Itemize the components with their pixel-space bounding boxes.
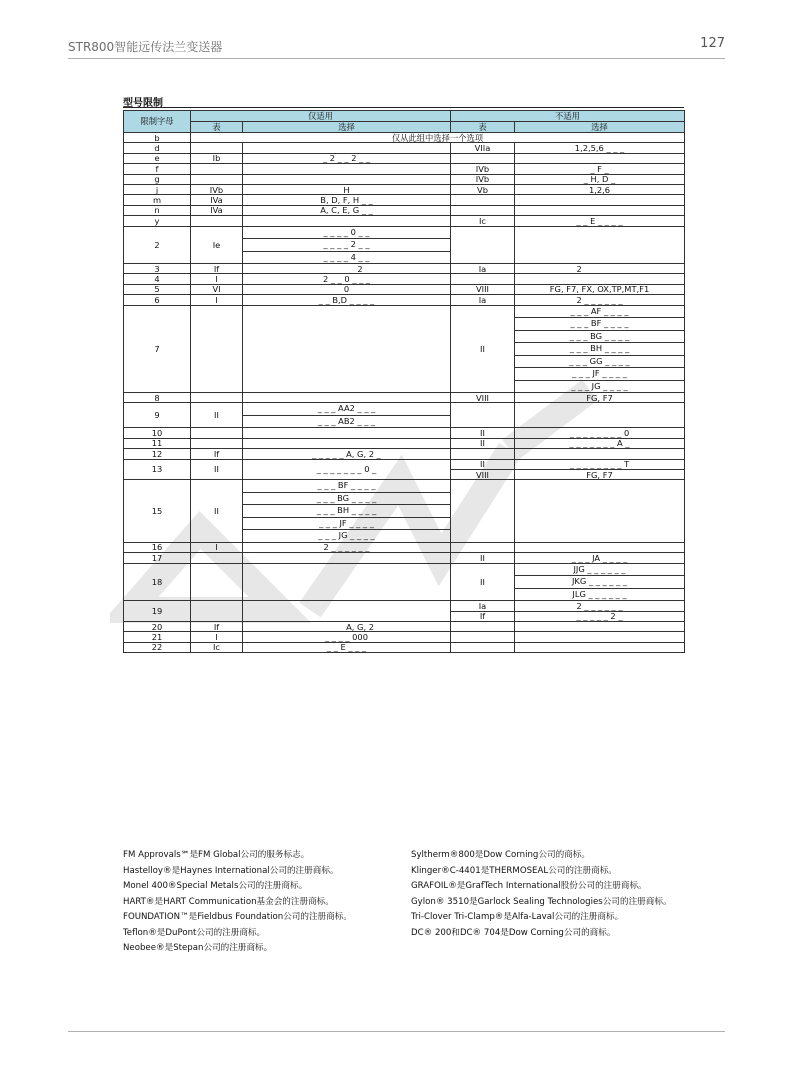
not-table [451,274,515,284]
only-select [243,216,451,226]
table-row [124,216,685,226]
only-select: _ _ _ _ _ 2 _ [243,264,451,274]
not-table: Ia [451,601,515,611]
only-select: _ _ _ _ _ A, G, 2 _ [243,621,451,631]
table-row [124,563,685,601]
not-select [515,642,685,652]
not-select: _ 1,2,6 _ [515,184,685,194]
only-select: _ _ _ _ _ _ _ 0 _ [243,459,451,480]
not-table: II [451,459,515,469]
only-table [191,428,243,438]
table-row [124,284,685,294]
only-select: _ _ B,D _ _ _ _ [243,295,451,305]
header-divider [68,58,725,59]
not-select: 2 _ _ _ _ _ _ [515,295,685,305]
table-row [124,305,685,393]
not-table [451,449,515,459]
only-select [243,563,451,601]
only-select: _ _ _ _ _ A, G, 2 _ [243,449,451,459]
only-select: 0 [243,284,451,294]
footnote-line: Teflon®是DuPont公司的注册商标。 [123,927,266,938]
restriction-letter: 20 [124,621,191,631]
restriction-letter: d [124,143,191,153]
only-table [191,393,243,403]
only-table [191,164,243,174]
table-row [124,205,685,215]
not-select [515,480,685,543]
only-table [191,216,243,226]
not-table: VIII [451,470,515,480]
table-row [124,459,685,469]
page-header [68,36,725,56]
only-table: If [191,621,243,631]
not-select: _ _ _ _ _ _ _ _ 0 [515,428,685,438]
not-table: Vb [451,184,515,194]
only-table [191,553,243,563]
not-table [451,195,515,205]
restriction-letter: m [124,195,191,205]
restriction-letter: 3 [124,264,191,274]
only-select [243,174,451,184]
footnote-line: Tri-Clover Tri-Clamp®是Alfa-Laval公司的注册商标。 [411,912,624,922]
table-row [124,226,685,264]
only-select: _ _ E _ _ _ [243,642,451,652]
not-table: VIIa [451,143,515,153]
not-select-line: JLG _ _ _ _ _ _ [515,588,684,601]
only-table [191,174,243,184]
table-row [124,195,685,205]
restriction-letter: j [124,184,191,194]
not-select-line: _ _ _ AF _ _ _ _ [570,305,629,316]
only-select: B, D, F, H _ _ [243,195,451,205]
restriction-letter: 12 [124,449,191,459]
not-table: IVb [451,164,515,174]
header-not-table: 表 [451,122,515,133]
only-select-line: _ _ _ _ 2 _ _ [243,238,450,251]
not-select [515,153,685,163]
not-select: 2 _ _ _ _ _ _ [515,601,685,611]
not-table: II [451,428,515,438]
only-select [243,428,451,438]
not-table: II [451,553,515,563]
not-table: If [451,611,515,621]
table-row [124,403,685,428]
footnotes-right [411,848,672,941]
not-select-line: _ _ _ BF _ _ _ _ [515,317,684,330]
only-select: 2 _ _ _ _ _ _ [243,542,451,552]
header-only-table: 表 [191,122,243,133]
restriction-letter: e [124,153,191,163]
not-table: Ic [451,216,515,226]
only-table: IVa [191,205,243,215]
footer-divider [68,1031,725,1032]
not-select [515,226,685,264]
only-table: II [191,459,243,480]
restriction-letter: 4 [124,274,191,284]
not-table [451,153,515,163]
restriction-letter: 8 [124,393,191,403]
footnote-line: Syltherm®800是Dow Corning公司的商标。 [411,850,590,860]
not-select: 2 _ _ _ _ _ _ [515,264,685,274]
section-rule [123,107,684,108]
only-select: 2 _ _ 0 _ _ _ [243,274,451,284]
not-select [515,403,685,428]
only-table: I [191,274,243,284]
not-select [515,621,685,631]
not-table: VIII [451,393,515,403]
footnote-line: Klinger®C-4401是THERMOSEAL公司的注册商标。 [411,865,617,876]
only-table [191,438,243,448]
table-row [124,632,685,642]
only-select [243,438,451,448]
only-select [243,143,451,153]
only-select-line: _ _ _ BH _ _ _ _ [243,504,450,517]
table-row [124,642,685,652]
not-table [451,480,515,543]
not-select: _ F _ [515,164,685,174]
restriction-letter: 22 [124,642,191,652]
not-table [451,621,515,631]
restriction-letter: 5 [124,284,191,294]
header-applies-only: 仅适用 [191,111,451,122]
not-select [515,274,685,284]
footnote-line: Monel 400®Special Metals公司的注册商标。 [123,881,308,891]
only-table [191,143,243,153]
only-table: IVb [191,184,243,194]
header-only-select: 选择 [243,122,451,133]
footnote-line: Gylon® 3510是Garlock Sealing Technologies公司的注册商标。 [411,896,672,907]
not-select: _ _ E _ _ _ _ [515,216,685,226]
not-table [451,205,515,215]
not-table: II [451,305,515,393]
restriction-letter: 2 [124,226,191,264]
footnote-line: FM Approvals℠是FM Global公司的服务标志。 [123,850,310,860]
restriction-letter: 6 [124,295,191,305]
only-select-line: _ _ _ BF _ _ _ _ [317,480,376,491]
only-table: Ib [191,153,243,163]
footnote-line: GRAFOIL®是GrafTech International股份公司的注册商标。 [411,881,647,891]
table-row [124,601,685,611]
only-table: I [191,295,243,305]
table-row [124,449,685,459]
not-select: _ _ _ _ _ _ _ A _ [515,438,685,448]
not-select: FG, F7 [515,470,685,480]
restriction-letter: 9 [124,403,191,428]
document-title: STR800智能远传法兰变送器 [68,40,223,54]
only-select [243,480,451,543]
not-select: _ _ _ JA _ _ _ _ [515,553,685,563]
table-row [124,174,685,184]
not-table: II [451,438,515,448]
not-select [515,205,685,215]
not-select-line: _ _ _ BG _ _ _ _ [515,330,684,343]
table-row [124,428,685,438]
only-table: I [191,632,243,642]
not-select: FG, F7 [515,393,685,403]
not-select-line: JKG _ _ _ _ _ _ [515,575,684,588]
restriction-letter: 21 [124,632,191,642]
not-table: IVb [451,174,515,184]
only-table: If [191,449,243,459]
only-table [191,563,243,601]
restriction-letter: g [124,174,191,184]
page-number: 127 [700,36,725,51]
only-table [191,305,243,393]
footnote-line: DC® 200和DC® 704是Dow Corning公司的商标。 [411,927,616,938]
restriction-letter: b [124,133,191,143]
only-table: Ie [191,226,243,264]
header-restriction-letter: 限制字母 [124,111,191,133]
only-select: _ 2 _ _ 2 _ _ [243,153,451,163]
only-select [243,226,451,264]
not-select: 1,2,5,6 _ _ _ [515,143,685,153]
table-row [124,274,685,284]
restriction-letter: 17 [124,553,191,563]
not-table [451,403,515,428]
only-table: IVa [191,195,243,205]
table-row [124,143,685,153]
only-select-line: _ _ _ AA2 _ _ _ [317,403,376,414]
not-table [451,226,515,264]
not-select [515,449,685,459]
table-row [124,184,685,194]
table-row [124,164,685,174]
not-table: II [451,563,515,601]
not-select [515,542,685,552]
not-select [515,195,685,205]
only-select-line: _ _ _ BG _ _ _ _ [243,492,450,505]
only-table: VI [191,284,243,294]
not-select-line: _ _ _ GG _ _ _ _ [515,355,684,368]
not-select [515,632,685,642]
restriction-letter: 10 [124,428,191,438]
restriction-letter: 11 [124,438,191,448]
only-table: II [191,403,243,428]
not-select-line: _ _ _ JG _ _ _ _ [515,380,684,393]
restriction-letter: 15 [124,480,191,543]
only-select [243,393,451,403]
table-row [124,153,685,163]
footnote-line: HART®是HART Communication基金会的注册商标。 [123,896,334,907]
only-table: Ic [191,642,243,652]
restriction-letter: 18 [124,563,191,601]
only-table: I [191,542,243,552]
footnotes-left [123,848,352,957]
not-table [451,632,515,642]
only-select-line: _ _ _ JF _ _ _ _ [243,517,450,530]
only-select-line: _ _ _ JG _ _ _ _ [243,529,450,542]
table-row [124,295,685,305]
not-select: _ _ _ _ _ 2 _ [515,611,685,621]
table-row [124,438,685,448]
only-select [243,403,451,428]
table-row [124,133,685,143]
table-row [124,480,685,543]
restriction-letter: 16 [124,542,191,552]
only-table [191,601,243,622]
not-table [451,642,515,652]
not-select: FG, F7, FX, OX,TP,MT,F1 [515,284,685,294]
table-row [124,621,685,631]
restriction-letter: y [124,216,191,226]
restriction-letter: 19 [124,601,191,622]
not-table: Ia [451,264,515,274]
header-not-select: 选择 [515,122,685,133]
model-restriction-table [123,110,685,653]
not-select-line: JJG _ _ _ _ _ _ [573,563,626,574]
table-body [124,133,685,653]
footnote-line: Hastelloy®是Haynes International公司的注册商标。 [123,865,339,876]
only-table: II [191,480,243,543]
section-title: 型号限制 [123,98,163,109]
table-row [124,542,685,552]
not-select [515,563,685,601]
not-select-line: _ _ _ BH _ _ _ _ [515,342,684,355]
restriction-letter: 13 [124,459,191,480]
only-select [243,164,451,174]
restriction-letter: 7 [124,305,191,393]
table-row [124,264,685,274]
only-select [243,601,451,622]
restriction-letter: f [124,164,191,174]
table-row [124,393,685,403]
not-table [451,542,515,552]
table-row [124,553,685,563]
only-table: If [191,264,243,274]
only-select [243,305,451,393]
only-select-line: _ _ _ _ 0 _ _ [323,226,370,237]
only-select: _ H _ [243,184,451,194]
not-table: Ia [451,295,515,305]
not-select: _ H, D _ [515,174,685,184]
only-select-line: _ _ _ AB2 _ _ _ [243,415,450,428]
not-select [515,305,685,393]
restriction-letter: n [124,205,191,215]
not-select-line: _ _ _ JF _ _ _ _ [515,367,684,380]
span-note: 仅从此组中选择一个选项 [191,133,685,143]
not-select: _ _ _ _ _ _ _ _ T [515,459,685,469]
header-not-applicable: 不适用 [451,111,685,122]
not-table: VIII [451,284,515,294]
only-select: A, C, E, G _ _ [243,205,451,215]
only-select: _ _ _ _ 000 [243,632,451,642]
only-select-line: _ _ _ _ 4 _ _ [243,251,450,264]
footnote-line: FOUNDATION™是Fieldbus Foundation公司的注册商标。 [123,912,352,922]
only-select [243,553,451,563]
footnote-line: Neobee®是Stepan公司的注册商标。 [123,943,273,953]
